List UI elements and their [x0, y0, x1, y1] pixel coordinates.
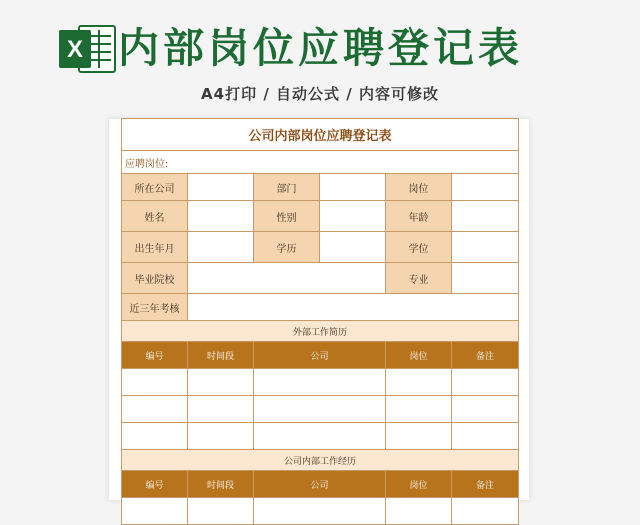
- age-field[interactable]: [452, 201, 519, 232]
- col-company: 公司: [254, 471, 386, 498]
- degree-field[interactable]: [452, 232, 519, 263]
- cell[interactable]: [386, 423, 452, 450]
- cell[interactable]: [452, 369, 519, 396]
- info-row: [122, 201, 519, 232]
- cell[interactable]: [188, 369, 254, 396]
- table-row: [122, 423, 519, 450]
- cell[interactable]: [122, 498, 188, 525]
- applied-post-label[interactable]: 应聘岗位:: [122, 151, 519, 174]
- cell[interactable]: [386, 498, 452, 525]
- registration-form: [121, 118, 519, 525]
- info-row: [122, 294, 519, 321]
- cell[interactable]: [122, 369, 188, 396]
- col-company: 公司: [254, 342, 386, 369]
- gender-label: 性别: [254, 201, 320, 232]
- external-history-section: 外部工作简历: [122, 321, 519, 342]
- cell[interactable]: [452, 396, 519, 423]
- review-field[interactable]: [188, 294, 519, 321]
- table-header-row: [122, 471, 519, 498]
- degree-label: 学位: [386, 232, 452, 263]
- major-label: 专业: [386, 263, 452, 294]
- table-row: [122, 369, 519, 396]
- cell[interactable]: [122, 396, 188, 423]
- department-field[interactable]: [320, 174, 386, 201]
- col-position: 岗位: [386, 342, 452, 369]
- form-title: 公司内部岗位应聘登记表: [122, 119, 519, 151]
- cell[interactable]: [386, 369, 452, 396]
- cell[interactable]: [254, 498, 386, 525]
- col-period: 时间段: [188, 342, 254, 369]
- gender-field[interactable]: [320, 201, 386, 232]
- info-row: [122, 263, 519, 294]
- col-number: 编号: [122, 471, 188, 498]
- position-field[interactable]: [452, 174, 519, 201]
- name-label: 姓名: [122, 201, 188, 232]
- cell[interactable]: [452, 423, 519, 450]
- cell[interactable]: [452, 498, 519, 525]
- cell[interactable]: [254, 369, 386, 396]
- info-row: [122, 174, 519, 201]
- info-row: [122, 232, 519, 263]
- cell[interactable]: [386, 396, 452, 423]
- banner-title: 内部岗位应聘登记表: [118, 24, 523, 72]
- internal-history-section: 公司内部工作经历: [122, 450, 519, 471]
- name-field[interactable]: [188, 201, 254, 232]
- position-label: 岗位: [386, 174, 452, 201]
- table-header-row: [122, 342, 519, 369]
- col-remark: 备注: [452, 471, 519, 498]
- cell[interactable]: [254, 423, 386, 450]
- education-label: 学历: [254, 232, 320, 263]
- cell[interactable]: [254, 396, 386, 423]
- cell[interactable]: [122, 423, 188, 450]
- col-position: 岗位: [386, 471, 452, 498]
- table-row: [122, 396, 519, 423]
- col-remark: 备注: [452, 342, 519, 369]
- excel-icon: [57, 22, 117, 76]
- table-row: [122, 498, 519, 525]
- company-label: 所在公司: [122, 174, 188, 201]
- banner-subtitle: A4打印 / 自动公式 / 内容可修改: [201, 85, 439, 103]
- cell[interactable]: [188, 396, 254, 423]
- department-label: 部门: [254, 174, 320, 201]
- cell[interactable]: [188, 423, 254, 450]
- header-banner: [0, 0, 640, 118]
- school-field[interactable]: [188, 263, 386, 294]
- major-field[interactable]: [452, 263, 519, 294]
- review-label: 近三年考核: [122, 294, 188, 321]
- birth-label: 出生年月: [122, 232, 188, 263]
- logo-letter: X: [66, 36, 84, 63]
- age-label: 年龄: [386, 201, 452, 232]
- birth-field[interactable]: [188, 232, 254, 263]
- school-label: 毕业院校: [122, 263, 188, 294]
- education-field[interactable]: [320, 232, 386, 263]
- col-period: 时间段: [188, 471, 254, 498]
- cell[interactable]: [188, 498, 254, 525]
- col-number: 编号: [122, 342, 188, 369]
- company-field[interactable]: [188, 174, 254, 201]
